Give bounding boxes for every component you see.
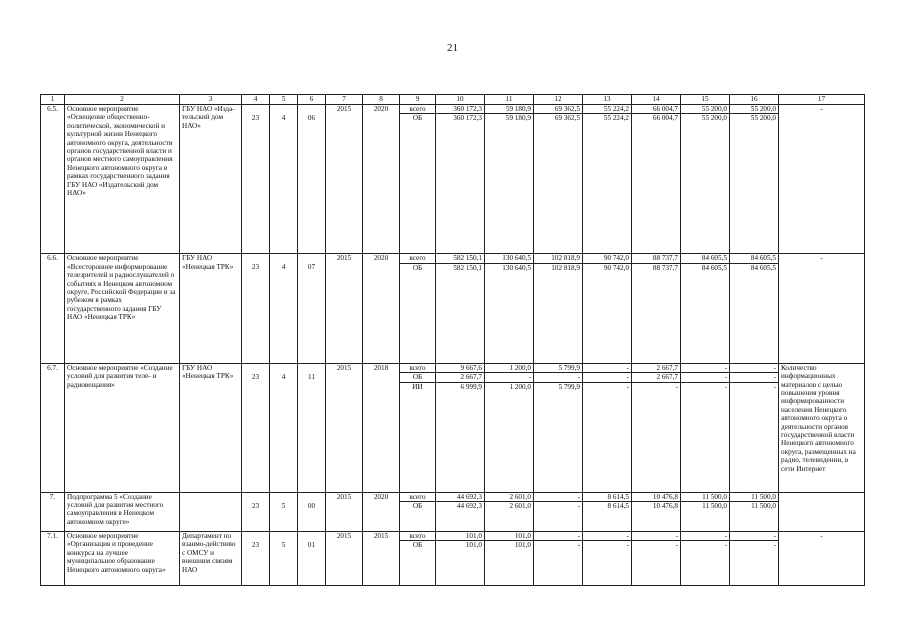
event-name: Основное мероприятие «Организация и проведение конкурса на лучшее муниципальное образование Ненецкого автономного округа» (65, 532, 180, 586)
start-year: 2015 (326, 532, 363, 586)
code-cell-empty (298, 105, 326, 114)
amount-cell: - (534, 541, 583, 586)
event-name: Основное мероприятие «Всестороннее информирование телезрителей и радиослушателей о событиях в Ненецком автономном округе, Российской Федерации и за рубежом в рамках государственного задания ГБУ НАО «Ненецкая ТРК» (65, 254, 180, 363)
result-indicator: Количество информационных материалов с целью повышения уровня информированности населения Ненецкого автономного округа о деятельности органов государственной власти Ненецкого автономного округа, размещенных на радио, телевидении, в сети Интернет (779, 363, 865, 492)
column-number-cell: 16 (730, 95, 779, 105)
amount-cell: 2 667,7 (632, 363, 681, 372)
end-year: 2020 (363, 105, 400, 254)
table-row (41, 105, 865, 114)
code-cell-empty (298, 254, 326, 263)
code-cell-empty (242, 492, 270, 501)
amount-cell: - (534, 492, 583, 501)
funding-source: всего (400, 492, 436, 501)
amount-cell: 2 667,7 (436, 373, 485, 382)
amount-cell: 582 150,1 (436, 254, 485, 263)
amount-cell: 84 605,5 (681, 263, 730, 363)
end-year: 2018 (363, 363, 400, 492)
amount-cell: 2 601,0 (485, 492, 534, 501)
amount-cell: 101,0 (485, 541, 534, 586)
column-number-cell: 6 (298, 95, 326, 105)
code-cell-empty (242, 254, 270, 263)
row-number: 6.6. (41, 254, 65, 363)
start-year: 2015 (326, 105, 363, 254)
amount-cell: - (583, 541, 632, 586)
amount-cell: 88 737,7 (632, 263, 681, 363)
executor: ГБУ НАО «Ненецкая ТРК» (180, 363, 242, 492)
amount-cell: 5 799,9 (534, 363, 583, 372)
funding-source: всего (400, 105, 436, 114)
amount-cell: - (632, 382, 681, 492)
amount-cell: 44 692,3 (436, 502, 485, 532)
amount-cell: 55 224,2 (583, 105, 632, 114)
amount-cell: - (534, 502, 583, 532)
amount-cell: 1 200,0 (485, 363, 534, 372)
code-cell-empty (270, 532, 298, 541)
amount-cell: 55 224,2 (583, 114, 632, 254)
code-cell-c4: 23 (242, 502, 270, 532)
funding-source: всего (400, 363, 436, 372)
code-cell-c4: 23 (242, 114, 270, 254)
amount-cell: 10 476,8 (632, 492, 681, 501)
amount-cell: 11 500,0 (730, 492, 779, 501)
amount-cell: 55 200,0 (681, 105, 730, 114)
amount-cell: 11 500,0 (681, 502, 730, 532)
amount-cell: 55 200,0 (730, 114, 779, 254)
amount-cell: 69 362,5 (534, 114, 583, 254)
code-cell-empty (270, 363, 298, 372)
code-cell-c4: 23 (242, 541, 270, 586)
amount-cell: 66 004,7 (632, 105, 681, 114)
event-name: Основное мероприятие «Создание условий для развития теле- и радиовещания» (65, 363, 180, 492)
amount-cell: - (632, 541, 681, 586)
amount-cell: 66 004,7 (632, 114, 681, 254)
amount-cell: - (681, 382, 730, 492)
amount-cell: 88 737,7 (632, 254, 681, 263)
code-cell-empty (242, 532, 270, 541)
funding-source: всего (400, 254, 436, 263)
result-indicator (779, 492, 865, 531)
amount-cell: 101,0 (485, 532, 534, 541)
amount-cell: - (632, 532, 681, 541)
amount-cell: 6 999,9 (436, 382, 485, 492)
code-cell-c5: 5 (270, 541, 298, 586)
amount-cell: 1 200,0 (485, 382, 534, 492)
start-year: 2015 (326, 363, 363, 492)
amount-cell: 130 640,5 (485, 254, 534, 263)
amount-cell: - (583, 373, 632, 382)
code-cell-c4: 23 (242, 263, 270, 363)
row-number: 7.1. (41, 532, 65, 586)
column-number-cell: 8 (363, 95, 400, 105)
executor (180, 492, 242, 531)
column-number-cell: 9 (400, 95, 436, 105)
column-number-cell: 12 (534, 95, 583, 105)
code-cell-empty (298, 363, 326, 372)
row-number: 6.7. (41, 363, 65, 492)
column-number-cell: 11 (485, 95, 534, 105)
amount-cell: 59 180,9 (485, 114, 534, 254)
amount-cell: - (730, 541, 779, 586)
amount-cell: 101,0 (436, 532, 485, 541)
table-row (41, 532, 865, 541)
column-number-cell: 13 (583, 95, 632, 105)
column-number-cell: 10 (436, 95, 485, 105)
amount-cell: - (485, 373, 534, 382)
amount-cell: 84 605,5 (681, 254, 730, 263)
amount-cell: 90 742,0 (583, 263, 632, 363)
column-number-cell: 5 (270, 95, 298, 105)
end-year: 2020 (363, 254, 400, 363)
event-name: Основное мероприятие «Освещение общественно-политической, экономической и культурной жизни Ненецкого автономного округа, деятельности органов государственной власти и органов местного самоуправления Ненецкого автономного округа в рамках государственного задания ГБУ НАО «Издательский дом НАО» (65, 105, 180, 254)
end-year: 2020 (363, 492, 400, 531)
code-cell-empty (242, 105, 270, 114)
code-cell-empty (242, 363, 270, 372)
code-cell-c6: 07 (298, 263, 326, 363)
result-indicator: - (779, 532, 865, 586)
amount-cell: 2 601,0 (485, 502, 534, 532)
column-number-cell: 4 (242, 95, 270, 105)
code-cell-c5: 4 (270, 263, 298, 363)
funding-source: всего (400, 532, 436, 541)
amount-cell: - (730, 382, 779, 492)
program-budget-table (40, 94, 865, 586)
row-number: 7. (41, 492, 65, 531)
amount-cell: - (583, 363, 632, 372)
amount-cell: 11 500,0 (681, 492, 730, 501)
amount-cell: - (730, 363, 779, 372)
executor: ГБУ НАО «Ненецкая ТРК» (180, 254, 242, 363)
start-year: 2015 (326, 254, 363, 363)
executor: Департамент по взаимо-действию с ОМСУ и внешним связям НАО (180, 532, 242, 586)
amount-cell: - (534, 373, 583, 382)
amount-cell: 102 818,9 (534, 263, 583, 363)
amount-cell: 8 614,5 (583, 492, 632, 501)
funding-source: ОБ (400, 541, 436, 586)
result-indicator: - (779, 254, 865, 363)
amount-cell: - (681, 532, 730, 541)
page-number: 21 (447, 42, 458, 54)
code-cell-empty (270, 105, 298, 114)
column-number-cell: 15 (681, 95, 730, 105)
code-cell-empty (298, 492, 326, 501)
row-number: 6.5. (41, 105, 65, 254)
column-number-cell: 2 (65, 95, 180, 105)
start-year: 2015 (326, 492, 363, 531)
code-cell-c5: 4 (270, 114, 298, 254)
column-number-row (41, 95, 865, 105)
funding-source: ОБ (400, 114, 436, 254)
column-number-cell: 1 (41, 95, 65, 105)
funding-source: ОБ (400, 263, 436, 363)
code-cell-c6: 01 (298, 541, 326, 586)
amount-cell: 582 150,1 (436, 263, 485, 363)
code-cell-empty (270, 254, 298, 263)
funding-source: ОБ (400, 373, 436, 382)
code-cell-c6: 00 (298, 502, 326, 532)
amount-cell: 11 500,0 (730, 502, 779, 532)
amount-cell: 59 180,9 (485, 105, 534, 114)
amount-cell: - (681, 373, 730, 382)
table-row (41, 492, 865, 501)
amount-cell: - (583, 532, 632, 541)
column-number-cell: 17 (779, 95, 865, 105)
column-number-cell: 14 (632, 95, 681, 105)
amount-cell: 84 605,5 (730, 263, 779, 363)
amount-cell: 5 799,9 (534, 382, 583, 492)
amount-cell: - (681, 363, 730, 372)
code-cell-empty (270, 492, 298, 501)
amount-cell: 69 362,5 (534, 105, 583, 114)
code-cell-c5: 4 (270, 373, 298, 492)
amount-cell: 130 640,5 (485, 263, 534, 363)
amount-cell: 90 742,0 (583, 254, 632, 263)
amount-cell: - (730, 532, 779, 541)
amount-cell: 84 605,5 (730, 254, 779, 263)
amount-cell: 9 667,6 (436, 363, 485, 372)
amount-cell: 360 172,3 (436, 114, 485, 254)
result-indicator: - (779, 105, 865, 254)
event-name: Подпрограмма 5 «Создание условий для развития местного самоуправления в Ненецком автономном округе» (65, 492, 180, 531)
amount-cell: 44 692,3 (436, 492, 485, 501)
table-row (41, 363, 865, 372)
code-cell-c6: 06 (298, 114, 326, 254)
funding-source: ОБ (400, 502, 436, 532)
amount-cell: 10 476,8 (632, 502, 681, 532)
amount-cell: - (583, 382, 632, 492)
executor: ГБУ НАО «Изда-тельский дом НАО» (180, 105, 242, 254)
amount-cell: 360 172,3 (436, 105, 485, 114)
code-cell-c6: 11 (298, 373, 326, 492)
table-row (41, 254, 865, 263)
code-cell-c5: 5 (270, 502, 298, 532)
funding-source: ИИ (400, 382, 436, 492)
amount-cell: 55 200,0 (681, 114, 730, 254)
amount-cell: 8 614,5 (583, 502, 632, 532)
amount-cell: 2 667,7 (632, 373, 681, 382)
amount-cell: 102 818,9 (534, 254, 583, 263)
column-number-cell: 3 (180, 95, 242, 105)
amount-cell: - (534, 532, 583, 541)
amount-cell: - (730, 373, 779, 382)
code-cell-c4: 23 (242, 373, 270, 492)
end-year: 2015 (363, 532, 400, 586)
column-number-cell: 7 (326, 95, 363, 105)
amount-cell: - (681, 541, 730, 586)
amount-cell: 55 200,0 (730, 105, 779, 114)
amount-cell: 101,0 (436, 541, 485, 586)
code-cell-empty (298, 532, 326, 541)
